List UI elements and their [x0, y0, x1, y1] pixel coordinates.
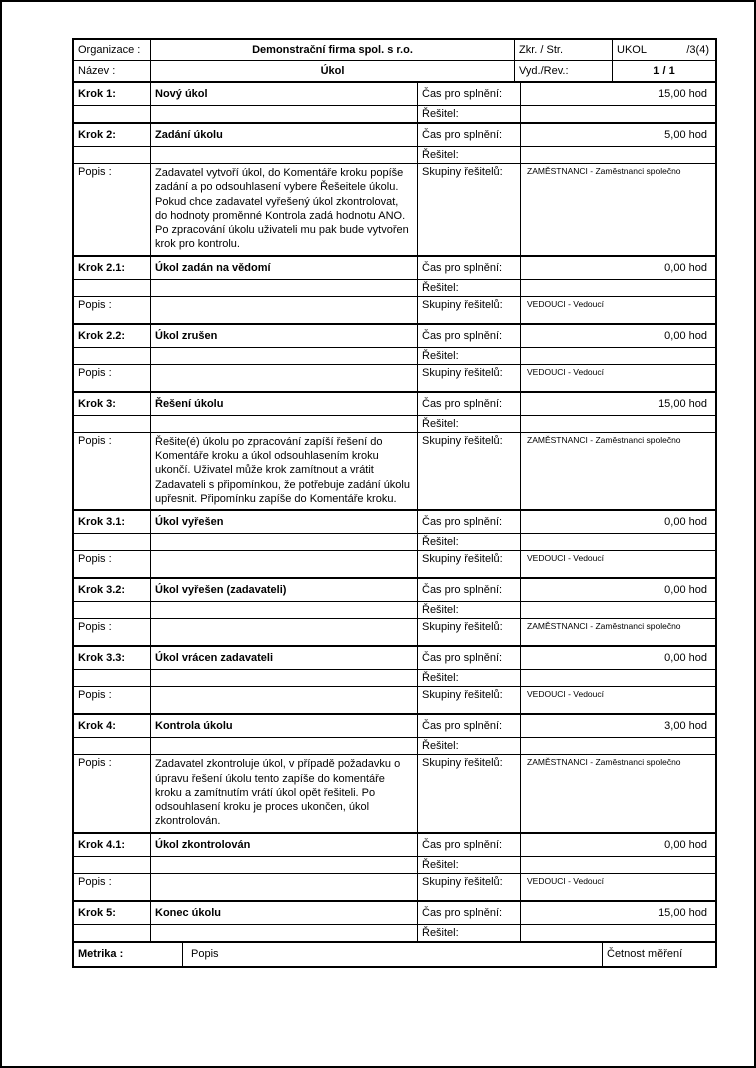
metrika-label: Metrika : — [78, 948, 124, 961]
step-title: Řešení úkolu — [150, 393, 417, 415]
resolver-label: Řešitel: — [417, 147, 520, 163]
popis-row — [74, 163, 715, 255]
step-title: Úkol vrácen zadavateli — [150, 647, 417, 669]
popis-label: Popis : — [78, 434, 112, 447]
time-value: 0,00 hod — [520, 511, 715, 533]
empty-cell — [150, 280, 417, 296]
popis-label: Popis : — [78, 553, 112, 566]
resolver-label: Řešitel: — [417, 925, 520, 941]
groups-value: VEDOUCI - Vedoucí — [520, 874, 715, 900]
time-label: Čas pro splnění: — [417, 511, 520, 533]
step-id: Krok 1: — [78, 88, 116, 100]
step-id: Krok 3.3: — [78, 652, 126, 665]
time-value: 0,00 hod — [520, 647, 715, 669]
step-header-row — [74, 81, 715, 105]
empty-cell — [74, 534, 150, 550]
empty-cell — [150, 106, 417, 122]
groups-label: Skupiny řešitelů: — [417, 874, 520, 900]
popis-text — [150, 687, 417, 713]
process-name: Úkol — [150, 61, 514, 81]
time-label: Čas pro splnění: — [417, 83, 520, 105]
step-id: Krok 3: — [78, 397, 116, 410]
process-definition-table — [72, 38, 717, 968]
step-id: Krok 2.1: — [78, 261, 126, 274]
time-label: Čas pro splnění: — [417, 647, 520, 669]
resolver-label: Řešitel: — [417, 602, 520, 618]
resolver-value — [520, 602, 715, 618]
resolver-label: Řešitel: — [417, 416, 520, 432]
popis-label: Popis : — [78, 366, 112, 379]
issue-revision-value: 1 / 1 — [612, 61, 715, 81]
step-title: Úkol zrušen — [150, 325, 417, 347]
step-title: Nový úkol — [150, 83, 417, 105]
resolver-row — [74, 347, 715, 364]
step-title: Úkol zkontrolován — [150, 834, 417, 856]
step-header-row — [74, 255, 715, 279]
step-title: Úkol vyřešen — [150, 511, 417, 533]
resolver-value — [520, 925, 715, 941]
groups-value: VEDOUCI - Vedoucí — [520, 297, 715, 323]
step-header-row — [74, 900, 715, 924]
empty-cell — [150, 670, 417, 686]
step-header-row — [74, 509, 715, 533]
step-header-row — [74, 122, 715, 146]
step-id: Krok 2: — [78, 129, 116, 141]
groups-value: VEDOUCI - Vedoucí — [520, 687, 715, 713]
time-value: 0,00 hod — [520, 257, 715, 279]
empty-cell — [74, 416, 150, 432]
resolver-row — [74, 601, 715, 618]
process-code: UKOL — [617, 44, 647, 56]
metrika-popis-header: Popis — [182, 943, 602, 966]
empty-cell — [74, 925, 150, 941]
time-value: 3,00 hod — [520, 715, 715, 737]
popis-row — [74, 754, 715, 831]
time-label: Čas pro splnění: — [417, 902, 520, 924]
resolver-label: Řešitel: — [417, 670, 520, 686]
resolver-value — [520, 280, 715, 296]
time-value: 15,00 hod — [520, 83, 715, 105]
popis-label: Popis : — [78, 166, 112, 178]
popis-row — [74, 873, 715, 900]
organization-label: Organizace : — [78, 44, 141, 56]
empty-cell — [150, 925, 417, 941]
empty-cell — [150, 602, 417, 618]
groups-label: Skupiny řešitelů: — [417, 551, 520, 577]
popis-row — [74, 296, 715, 323]
popis-text — [150, 297, 417, 323]
resolver-label: Řešitel: — [417, 348, 520, 364]
empty-cell — [74, 738, 150, 754]
groups-value: ZAMĚSTNANCI - Zaměstnanci společno — [520, 619, 715, 645]
time-value: 5,00 hod — [520, 124, 715, 146]
popis-row — [74, 550, 715, 577]
step-id: Krok 4.1: — [78, 838, 126, 851]
resolver-label: Řešitel: — [417, 534, 520, 550]
step-title: Úkol vyřešen (zadavateli) — [150, 579, 417, 601]
popis-text — [150, 619, 417, 645]
resolver-row — [74, 415, 715, 432]
groups-label: Skupiny řešitelů: — [417, 297, 520, 323]
groups-value: ZAMĚSTNANCI - Zaměstnanci společno — [520, 755, 715, 831]
time-label: Čas pro splnění: — [417, 393, 520, 415]
popis-row — [74, 618, 715, 645]
popis-text: Řešite(é) úkolu po zpracování zapíší řešení do Komentáře kroku a úkol odsouhlasením kroku ukončí. Uživatel může krok zamítnout a vrátit Zadavateli s připomínkou, že potřebuje zadání úkolu upřesnit. Připomínku zapíše do Komentáře kroku. — [150, 433, 417, 509]
time-value: 15,00 hod — [520, 902, 715, 924]
resolver-value — [520, 348, 715, 364]
empty-cell — [150, 857, 417, 873]
resolver-value — [520, 857, 715, 873]
time-value: 0,00 hod — [520, 325, 715, 347]
step-header-row — [74, 832, 715, 856]
empty-cell — [150, 147, 417, 163]
step-title: Zadání úkolu — [150, 124, 417, 146]
time-label: Čas pro splnění: — [417, 257, 520, 279]
groups-label: Skupiny řešitelů: — [417, 755, 520, 831]
empty-cell — [74, 670, 150, 686]
empty-cell — [74, 280, 150, 296]
popis-label: Popis : — [78, 757, 112, 770]
popis-row — [74, 364, 715, 391]
empty-cell — [74, 348, 150, 364]
resolver-value — [520, 147, 715, 163]
header-row-organization — [74, 40, 715, 60]
popis-text — [150, 874, 417, 900]
resolver-row — [74, 279, 715, 296]
step-id: Krok 3.2: — [78, 584, 126, 597]
empty-cell — [150, 534, 417, 550]
step-header-row — [74, 577, 715, 601]
resolver-row — [74, 533, 715, 550]
popis-row — [74, 686, 715, 713]
step-id: Krok 5: — [78, 906, 116, 919]
time-label: Čas pro splnění: — [417, 715, 520, 737]
abbrev-page-value — [612, 40, 715, 60]
step-header-row — [74, 391, 715, 415]
resolver-label: Řešitel: — [417, 106, 520, 122]
steps-container — [74, 81, 715, 941]
step-title: Kontrola úkolu — [150, 715, 417, 737]
metrika-frequency-header: Četnost měření — [602, 943, 715, 966]
step-header-row — [74, 645, 715, 669]
time-label: Čas pro splnění: — [417, 325, 520, 347]
step-title: Konec úkolu — [150, 902, 417, 924]
resolver-row — [74, 669, 715, 686]
popis-text: Zadavatel vytvoří úkol, do Komentáře kroku popíše zadání a po odsouhlasení vybere Řešeitele úkolu. Pokud chce zadavatel vyřešený úkol zkontrolovat, do hodnoty proměnné Kontrola zadá hodnotu ANO. Po zpracování úkolu uživateli mu pak bude vytvořen krok pro kontrolu. — [150, 164, 417, 255]
empty-cell — [150, 348, 417, 364]
page-number: /3(4) — [686, 44, 709, 56]
step-id: Krok 4: — [78, 720, 116, 733]
time-value: 0,00 hod — [520, 834, 715, 856]
resolver-value — [520, 416, 715, 432]
groups-value: VEDOUCI - Vedoucí — [520, 551, 715, 577]
resolver-value — [520, 106, 715, 122]
abbrev-page-label: Zkr. / Str. — [514, 40, 612, 60]
popis-text — [150, 365, 417, 391]
empty-cell — [150, 416, 417, 432]
resolver-value — [520, 534, 715, 550]
step-header-row — [74, 713, 715, 737]
groups-label: Skupiny řešitelů: — [417, 164, 520, 255]
groups-label: Skupiny řešitelů: — [417, 687, 520, 713]
resolver-value — [520, 670, 715, 686]
resolver-row — [74, 856, 715, 873]
resolver-label: Řešitel: — [417, 280, 520, 296]
popis-row — [74, 432, 715, 509]
time-label: Čas pro splnění: — [417, 579, 520, 601]
empty-cell — [150, 738, 417, 754]
empty-cell — [74, 857, 150, 873]
resolver-row — [74, 146, 715, 163]
empty-cell — [74, 602, 150, 618]
issue-revision-label: Vyd./Rev.: — [514, 61, 612, 81]
popis-label: Popis : — [78, 298, 112, 311]
groups-label: Skupiny řešitelů: — [417, 619, 520, 645]
resolver-row — [74, 737, 715, 754]
groups-value: ZAMĚSTNANCI - Zaměstnanci společno — [520, 164, 715, 255]
metrika-row — [74, 941, 715, 966]
groups-value: ZAMĚSTNANCI - Zaměstnanci společno — [520, 433, 715, 509]
popis-label: Popis : — [78, 621, 112, 634]
popis-text — [150, 551, 417, 577]
time-value: 15,00 hod — [520, 393, 715, 415]
resolver-value — [520, 738, 715, 754]
popis-label: Popis : — [78, 875, 112, 888]
time-label: Čas pro splnění: — [417, 124, 520, 146]
popis-label: Popis : — [78, 689, 112, 702]
groups-label: Skupiny řešitelů: — [417, 433, 520, 509]
resolver-row — [74, 924, 715, 941]
groups-value: VEDOUCI - Vedoucí — [520, 365, 715, 391]
resolver-row — [74, 105, 715, 122]
resolver-label: Řešitel: — [417, 738, 520, 754]
resolver-label: Řešitel: — [417, 857, 520, 873]
time-label: Čas pro splnění: — [417, 834, 520, 856]
step-header-row — [74, 323, 715, 347]
organization-value: Demonstrační firma spol. s r.o. — [150, 40, 514, 60]
step-id: Krok 3.1: — [78, 516, 126, 529]
empty-cell — [74, 147, 150, 163]
step-title: Úkol zadán na vědomí — [150, 257, 417, 279]
time-value: 0,00 hod — [520, 579, 715, 601]
groups-label: Skupiny řešitelů: — [417, 365, 520, 391]
header-row-name — [74, 60, 715, 81]
step-id: Krok 2.2: — [78, 329, 126, 342]
name-label: Název : — [78, 65, 116, 77]
popis-text: Zadavatel zkontroluje úkol, v případě požadavku o úpravu řešení úkolu tento zapíše do komentáře kroku a zamítnutím vrátí úkol opět řešiteli. Po odsouhlasení kroku je proces ukončen, úkol zkontrolován. — [150, 755, 417, 831]
empty-cell — [74, 106, 150, 122]
